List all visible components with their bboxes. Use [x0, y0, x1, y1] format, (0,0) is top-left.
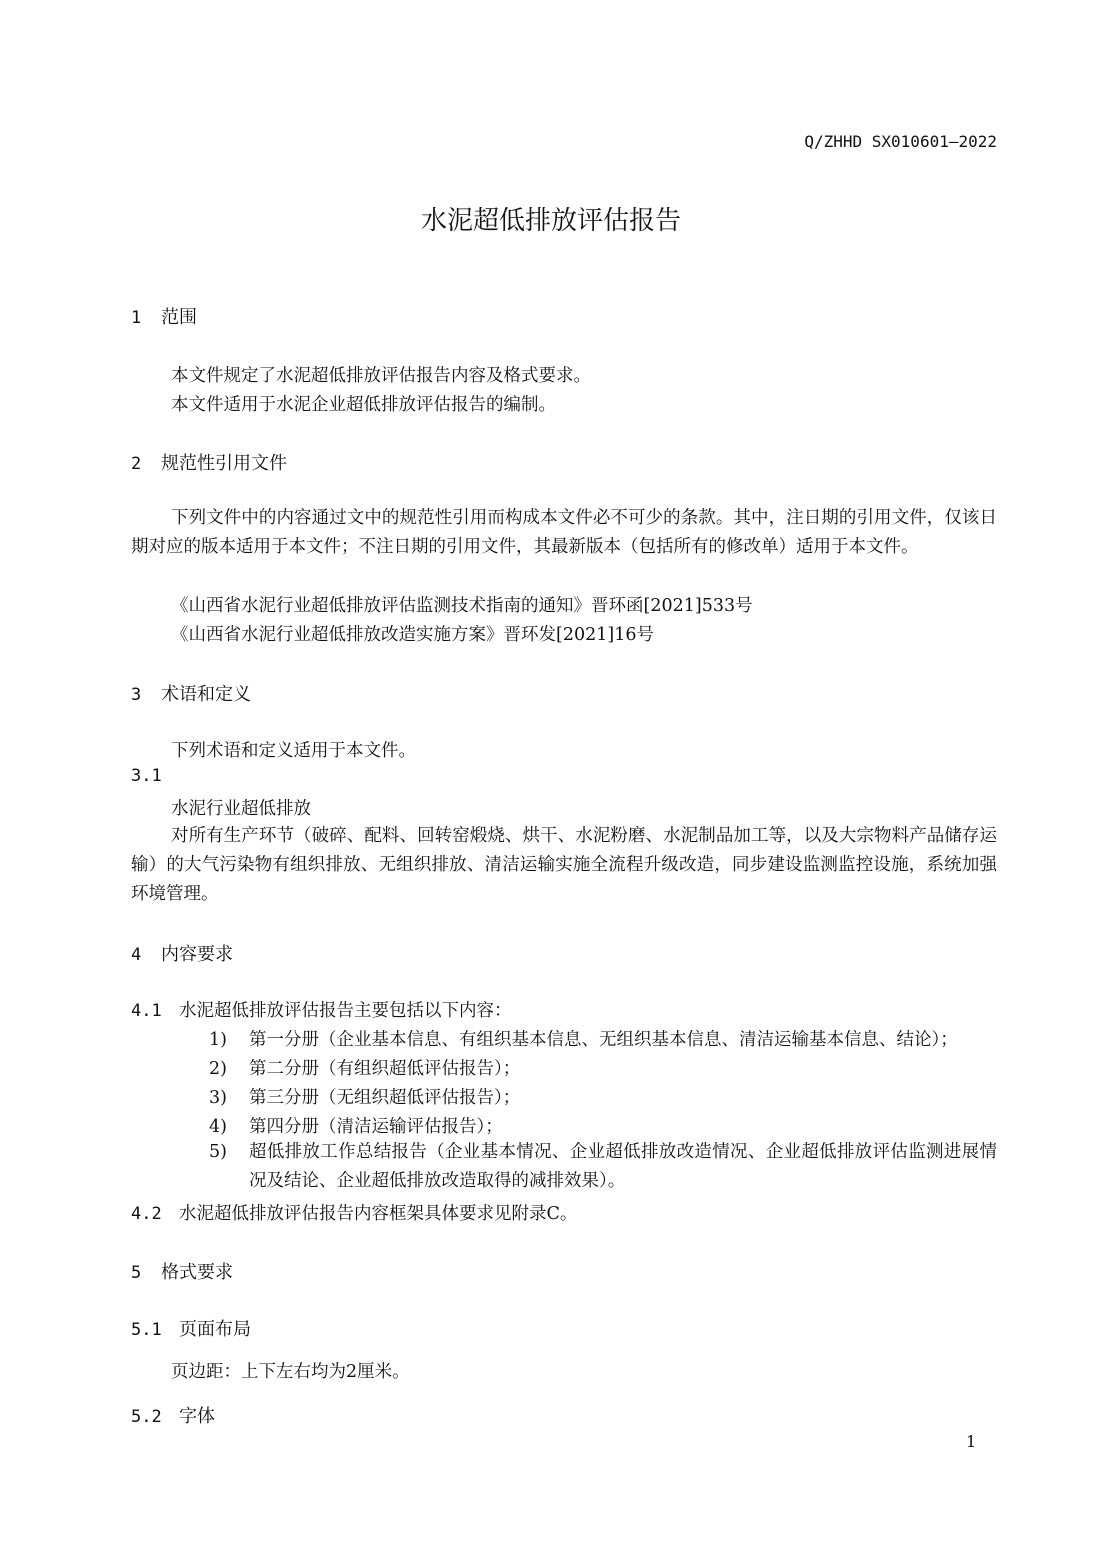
section-heading-5: [131, 1258, 233, 1284]
list-item: [209, 1113, 503, 1138]
section-title: 范围: [161, 307, 197, 328]
subsection-heading-5-2: [131, 1402, 215, 1428]
section-title: 字体: [179, 1406, 215, 1427]
document-code: Q/ZHHD SX010601—2022: [804, 132, 997, 151]
section-number: 5.2: [131, 1407, 162, 1427]
section-heading-3: [131, 680, 251, 706]
section-heading-1: [131, 303, 197, 329]
section-number: 1: [131, 308, 142, 328]
term-definition: 对所有生产环节（破碎、配料、回转窑煅烧、烘干、水泥粉磨、水泥制品加工等，以及大宗物料产品储存运输）的大气污染物有组织排放、无组织排放、清洁运输实施全流程升级改造，同步建设监测监控设施，系统加强环境管理。: [131, 826, 997, 904]
reference-item: 《山西省水泥行业超低排放评估监测技术指南的通知》晋环函[2021]533号: [171, 596, 753, 616]
list-item-text: 第三分册（无组织超低评估报告）；: [249, 1088, 521, 1108]
clause-number: 4.2: [131, 1204, 162, 1224]
term-title: 水泥行业超低排放: [171, 799, 311, 819]
section-number: 5: [131, 1263, 142, 1283]
list-marker: 3): [209, 1088, 227, 1108]
page-number: 1: [966, 1432, 977, 1451]
list-item: [209, 1138, 997, 1196]
section-title: 内容要求: [161, 944, 233, 965]
section-number: 4: [131, 945, 142, 965]
list-item-text: 第一分册（企业基本信息、有组织基本信息、无组织基本信息、清洁运输基本信息、结论）；: [249, 1030, 958, 1050]
subsection-heading-5-1: [131, 1315, 251, 1341]
section-title: 页面布局: [179, 1319, 251, 1340]
section-heading-4: [131, 940, 233, 966]
paragraph: 页边距：上下左右均为2厘米。: [171, 1362, 410, 1382]
list-item: [209, 1055, 520, 1080]
list-marker: 1): [209, 1030, 227, 1050]
section-number: 5.1: [131, 1320, 162, 1340]
paragraph: 下列术语和定义适用于本文件。: [171, 741, 416, 761]
section-number: 3: [131, 685, 142, 705]
list-marker: 5): [209, 1142, 227, 1162]
section-title: 术语和定义: [161, 684, 251, 705]
paragraph: 本文件规定了水泥超低排放评估报告内容及格式要求。: [171, 366, 591, 386]
paragraph: 下列文件中的内容通过文中的规范性引用而构成本文件必不可少的条款。其中，注日期的引用文件，仅该日期对应的版本适用于本文件；不注日期的引用文件，其最新版本（包括所有的修改单）适用于本文件。: [131, 508, 997, 557]
section-title: 格式要求: [161, 1262, 233, 1283]
clause-number: 4.1: [131, 1001, 162, 1021]
clause-4-1: [131, 997, 512, 1022]
document-title: 水泥超低排放评估报告: [420, 206, 681, 236]
section-title: 规范性引用文件: [161, 453, 287, 474]
list-item: [209, 1026, 958, 1051]
clause-text: 水泥超低排放评估报告内容框架具体要求见附录C。: [179, 1204, 578, 1224]
paragraph: 本文件适用于水泥企业超低排放评估报告的编制。: [171, 395, 556, 415]
section-number: 2: [131, 454, 142, 474]
list-marker: 4): [209, 1117, 227, 1137]
term-number: 3.1: [131, 766, 162, 786]
list-marker: 2): [209, 1059, 227, 1079]
list-item: [209, 1084, 520, 1109]
list-item-text: 第四分册（清洁运输评估报告）；: [249, 1117, 503, 1137]
clause-4-2: [131, 1200, 577, 1225]
list-item-text: 超低排放工作总结报告（企业基本情况、企业超低排放改造情况、企业超低排放评估监测进展情况及结论、企业超低排放改造取得的减排效果）。: [249, 1142, 997, 1191]
reference-item: 《山西省水泥行业超低排放改造实施方案》晋环发[2021]16号: [171, 625, 654, 645]
section-heading-2: [131, 449, 287, 475]
list-item-text: 第二分册（有组织超低评估报告）；: [249, 1059, 521, 1079]
clause-text: 水泥超低排放评估报告主要包括以下内容：: [179, 1001, 512, 1021]
